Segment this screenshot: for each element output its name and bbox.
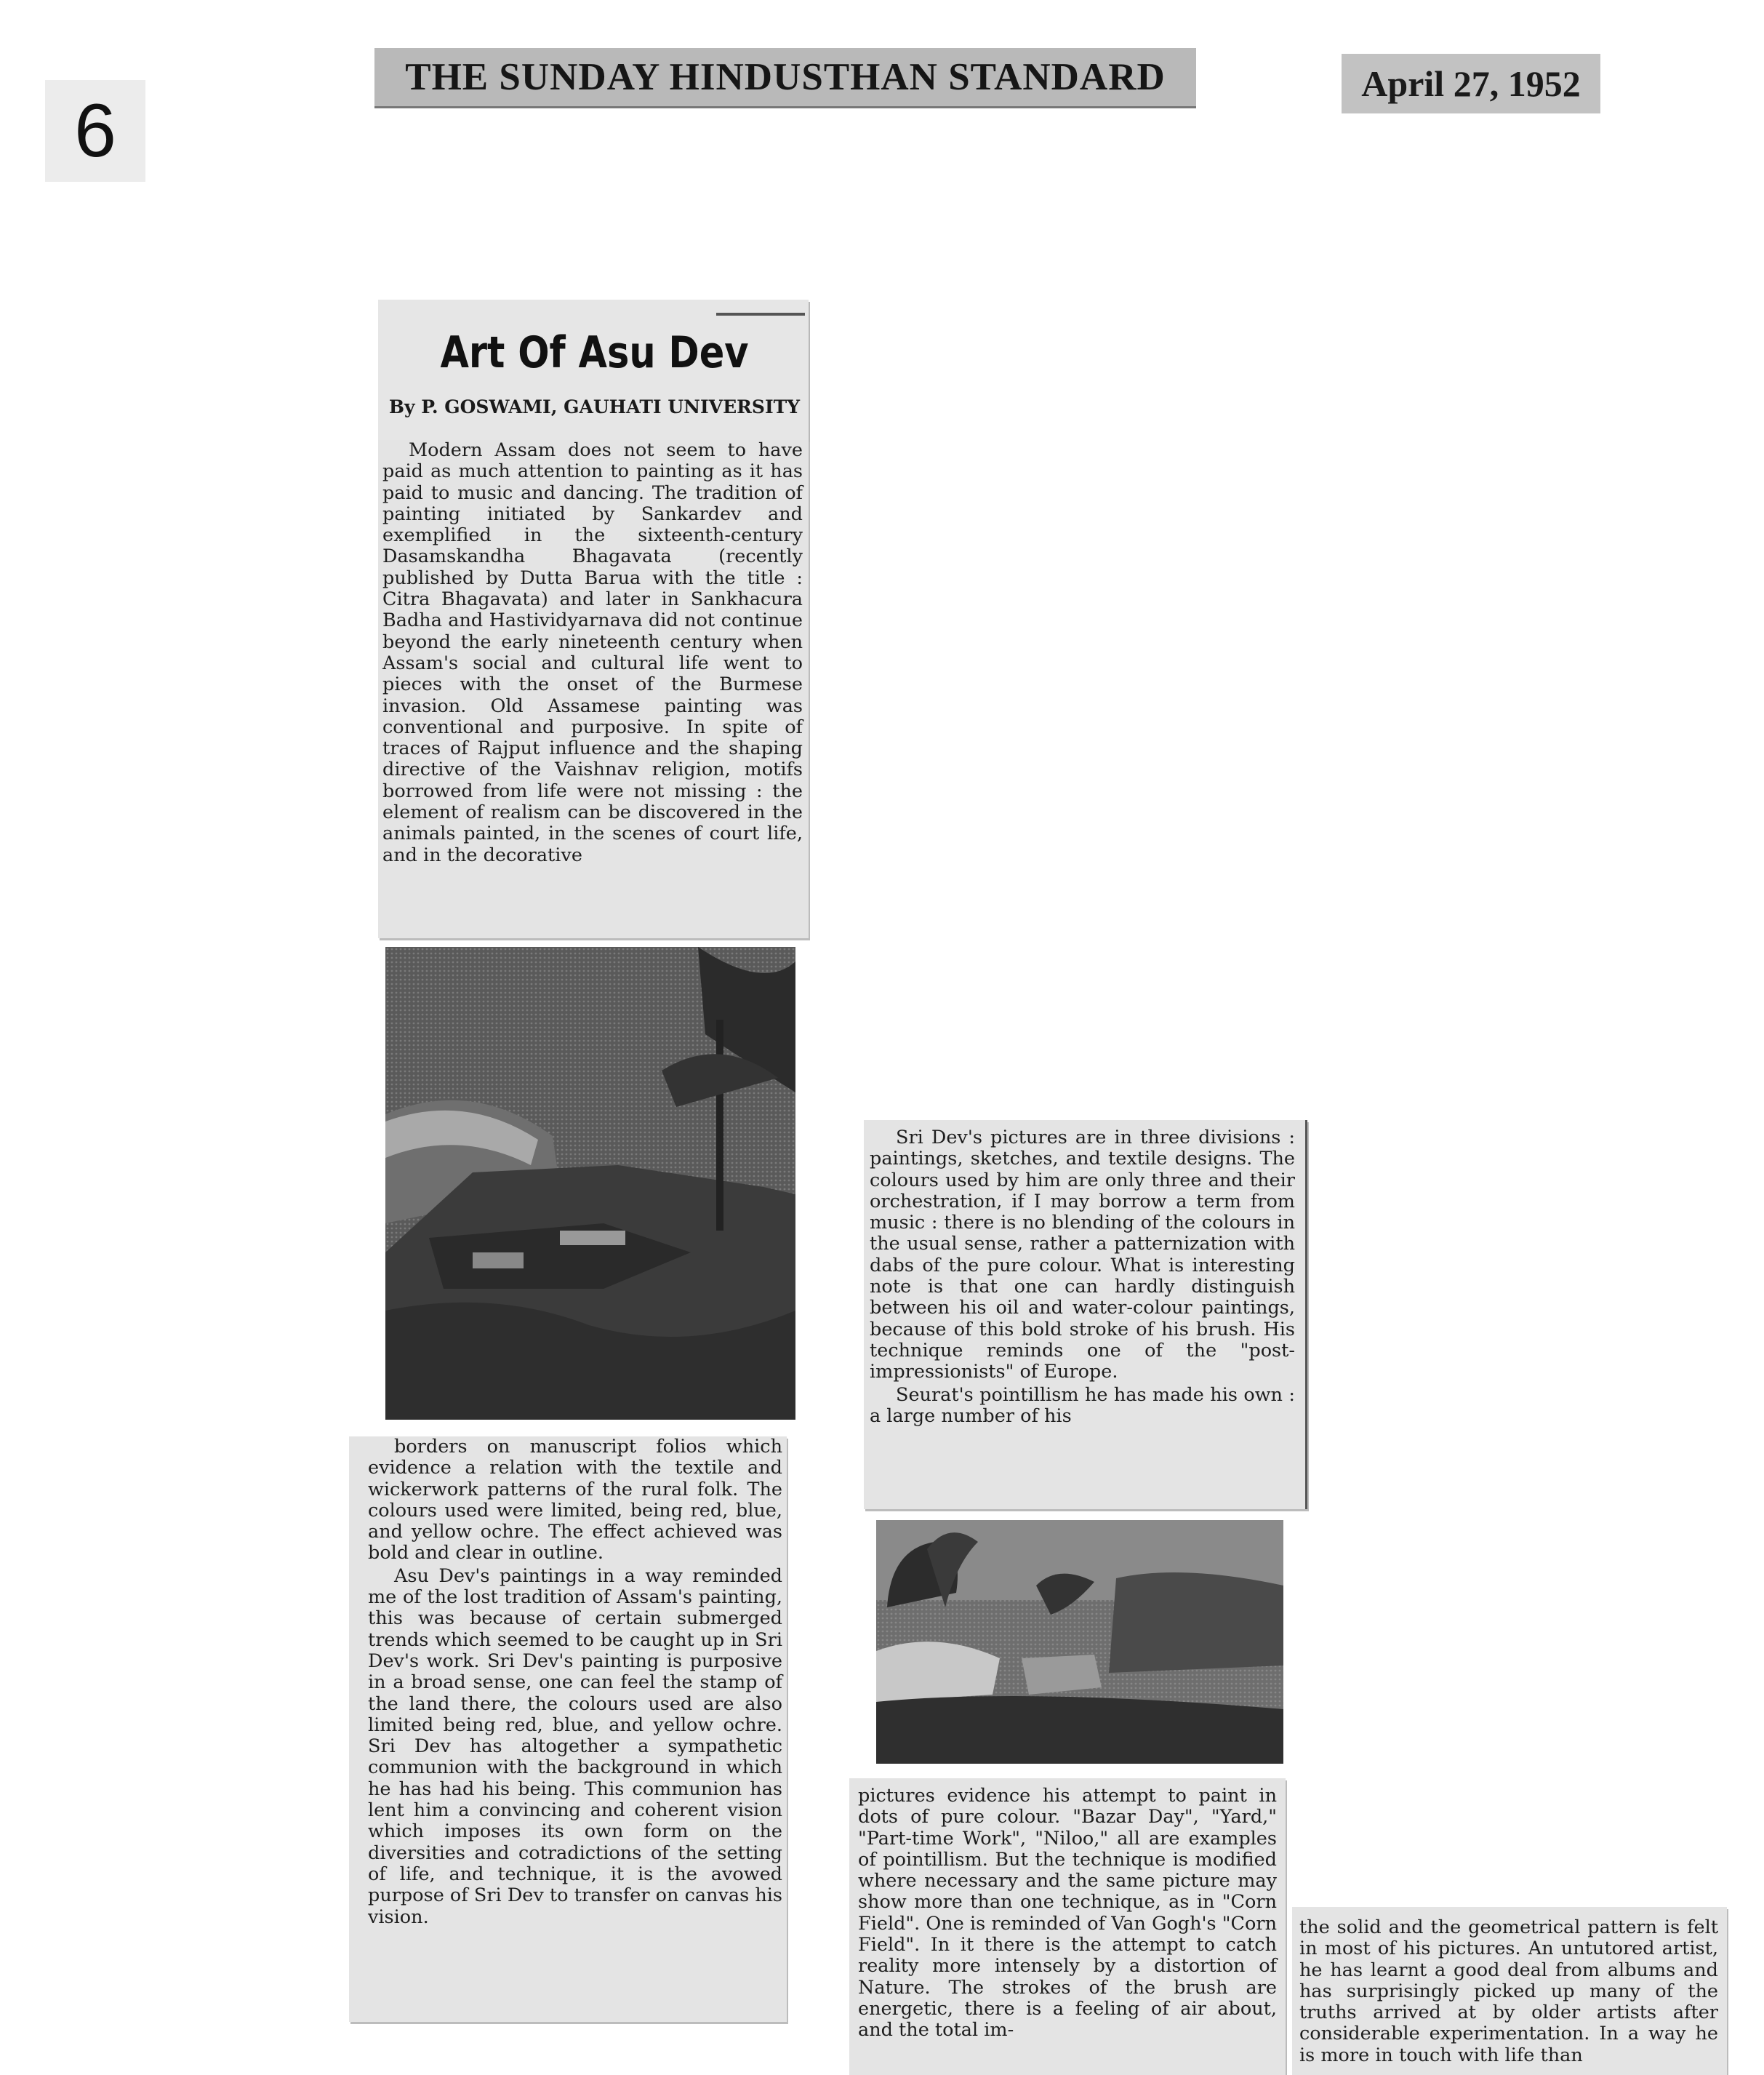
column-2-bottom-text <box>849 1778 1286 2075</box>
paragraph: Sri Dev's pictures are in three divisions : paintings, sketches, and textile designs. The colours used by him are only three and their orchestration, if I may borrow a term from music : there is no blending of the colours in the usual sense, rather a patternization with dabs of the pure colour. What is interesting note is that one can hardly distinguish between his oil and water-colour paintings, because of this bold stroke of his brush. His technique reminds one of the "post-impressionists" of Europe. <box>870 1127 1295 1383</box>
newspaper-masthead: THE SUNDAY HINDUSTHAN STANDARD <box>374 48 1196 108</box>
landscape-painting-photo <box>385 947 795 1420</box>
article-byline: By P. GOSWAMI, GAUHATI UNIVERSITY <box>388 396 801 417</box>
headline-rule <box>716 313 805 316</box>
paragraph: Seurat's pointillism he has made his own : a large number of his <box>870 1383 1295 1427</box>
article-title: Art Of Asu Dev <box>440 327 749 378</box>
column-1-bottom-text <box>349 1436 787 2022</box>
village-painting-photo <box>876 1520 1283 1764</box>
publication-date: April 27, 1952 <box>1342 54 1600 113</box>
paragraph: Modern Assam does not seem to have paid as much attention to painting as it has paid to music and dancing. The tradition of painting initiated by Sankardev and exemplified in the sixteenth-century Dasamskandha Bhagavata (recently published by Dutta Barua with the title : Citra Bhagavata) and later in Sankhacura Badha and Hastividyarnava did not continue beyond the early nineteenth century when Assam's social and cultural life went to pieces with the onset of the Burmese invasion. Old Assamese painting was conventional and purposive. In spite of traces of Rajput influence and the shaping directive of the Vaishnav religion, motifs borrowed from life were not missing : the element of realism can be discovered in the animals painted, in the scenes of court life, and in the decorative <box>382 440 803 866</box>
village-painting-image <box>876 1520 1283 1764</box>
page-number: 6 <box>45 80 145 182</box>
paragraph: pictures evidence his attempt to paint in dots of pure colour. "Bazar Day", "Yard," "Part-time Work", "Niloo," all are examples of pointillism. But the technique is modified where necessary and the same picture may show more than one technique, as in "Corn Field". One is reminded of Van Gogh's "Corn Field". In it there is the attempt to catch reality more intensely by a distortion of Nature. The strokes of the brush are energetic, there is a feeling of air about, and the total im- <box>858 1785 1277 2042</box>
landscape-painting-image <box>385 947 795 1420</box>
column-2-top-text <box>864 1120 1307 1509</box>
column-1-top-text <box>378 440 809 938</box>
paragraph: borders on manuscript folios which evidence a relation with the textile and wickerwork patterns of the rural folk. The colours used were limited, being red, blue, and yellow ochre. The effect achieved was bold and clear in outline. <box>368 1436 782 1564</box>
paragraph: Asu Dev's paintings in a way reminded me of the lost tradition of Assam's painting, this was because of certain submerged trends which seemed to be caught up in Sri Dev's work. Sri Dev's painting is purposive in a broad sense, one can feel the stamp of the land there, the colours used are also limited being red, blue, and yellow ochre. Sri Dev has altogether a sympathetic communion with the background in which he has had his being. This communion has lent him a convincing and coherent vision which imposes its own form on the diversities and cotradictions of the setting of life, and technique, it is the avowed purpose of Sri Dev to transfer on canvas his vision. <box>368 1564 782 1928</box>
paragraph: the solid and the geometrical pattern is felt in most of his pictures. An untutored artist, he has learnt a good deal from albums and has surprisingly picked up many of the truths arrived at by older artists after considerable experimentation. In a way he is more in touch with life than <box>1299 1916 1718 2066</box>
column-3-text <box>1292 1907 1727 2075</box>
